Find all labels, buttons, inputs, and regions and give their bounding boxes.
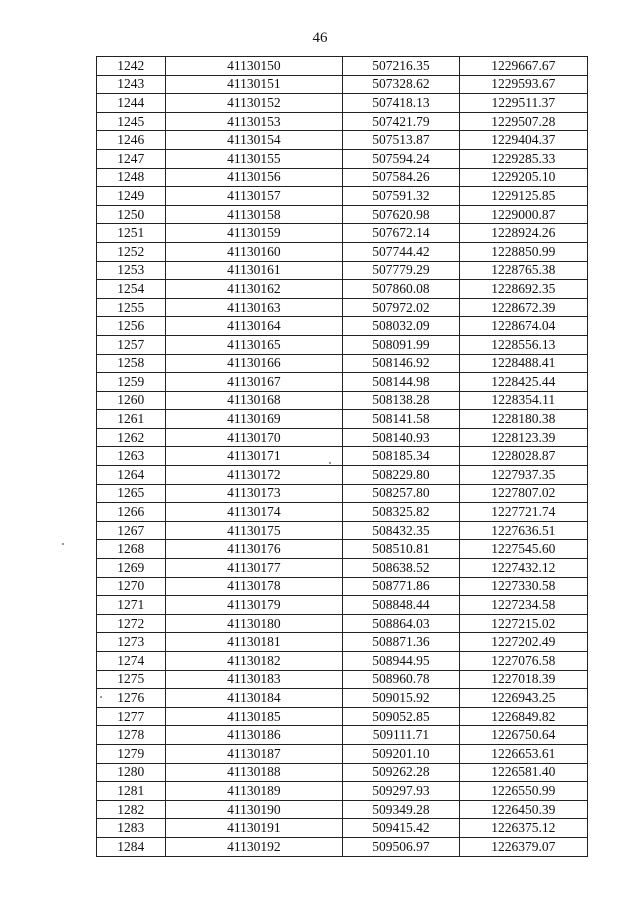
point-number-cell: 1249 <box>97 187 166 206</box>
table-row <box>97 57 588 76</box>
point-number-cell: 1242 <box>97 57 166 76</box>
x-coordinate-cell: 507421.79 <box>343 112 459 131</box>
y-coordinate-cell: 1226375.12 <box>459 819 587 838</box>
x-coordinate-cell: 507594.24 <box>343 149 459 168</box>
y-coordinate-cell: 1228556.13 <box>459 335 587 354</box>
y-coordinate-cell: 1226849.82 <box>459 707 587 726</box>
table-row <box>97 149 588 168</box>
point-id-cell: 41130153 <box>165 112 343 131</box>
x-coordinate-cell: 507513.87 <box>343 131 459 150</box>
point-id-cell: 41130183 <box>165 670 343 689</box>
point-number-cell: 1264 <box>97 466 166 485</box>
point-number-cell: 1247 <box>97 149 166 168</box>
table-row <box>97 428 588 447</box>
point-number-cell: 1274 <box>97 652 166 671</box>
x-coordinate-cell: 508944.95 <box>343 652 459 671</box>
table-row <box>97 391 588 410</box>
point-id-cell: 41130182 <box>165 652 343 671</box>
point-id-cell: 41130150 <box>165 57 343 76</box>
table-row <box>97 187 588 206</box>
point-id-cell: 41130191 <box>165 819 343 838</box>
x-coordinate-cell: 507216.35 <box>343 57 459 76</box>
point-number-cell: 1268 <box>97 540 166 559</box>
scan-speck <box>329 462 331 464</box>
y-coordinate-cell: 1228765.38 <box>459 261 587 280</box>
coordinates-table <box>96 56 588 857</box>
point-id-cell: 41130171 <box>165 447 343 466</box>
y-coordinate-cell: 1227937.35 <box>459 466 587 485</box>
y-coordinate-cell: 1227018.39 <box>459 670 587 689</box>
table-row <box>97 410 588 429</box>
point-number-cell: 1265 <box>97 484 166 503</box>
point-id-cell: 41130170 <box>165 428 343 447</box>
x-coordinate-cell: 508257.80 <box>343 484 459 503</box>
point-number-cell: 1278 <box>97 726 166 745</box>
point-number-cell: 1281 <box>97 782 166 801</box>
y-coordinate-cell: 1228354.11 <box>459 391 587 410</box>
point-number-cell: 1284 <box>97 837 166 856</box>
y-coordinate-cell: 1226653.61 <box>459 744 587 763</box>
table-row <box>97 168 588 187</box>
point-id-cell: 41130156 <box>165 168 343 187</box>
point-id-cell: 41130164 <box>165 317 343 336</box>
y-coordinate-cell: 1229125.85 <box>459 187 587 206</box>
table-row <box>97 484 588 503</box>
scan-speck <box>100 696 102 698</box>
table-row <box>97 596 588 615</box>
point-id-cell: 41130165 <box>165 335 343 354</box>
x-coordinate-cell: 509201.10 <box>343 744 459 763</box>
table-row <box>97 205 588 224</box>
x-coordinate-cell: 507860.08 <box>343 280 459 299</box>
table-row <box>97 447 588 466</box>
point-number-cell: 1248 <box>97 168 166 187</box>
x-coordinate-cell: 508144.98 <box>343 373 459 392</box>
point-id-cell: 41130178 <box>165 577 343 596</box>
x-coordinate-cell: 508771.86 <box>343 577 459 596</box>
y-coordinate-cell: 1227202.49 <box>459 633 587 652</box>
y-coordinate-cell: 1226450.39 <box>459 800 587 819</box>
x-coordinate-cell: 509415.42 <box>343 819 459 838</box>
y-coordinate-cell: 1228692.35 <box>459 280 587 299</box>
y-coordinate-cell: 1227076.58 <box>459 652 587 671</box>
y-coordinate-cell: 1227234.58 <box>459 596 587 615</box>
point-id-cell: 41130155 <box>165 149 343 168</box>
point-id-cell: 41130188 <box>165 763 343 782</box>
x-coordinate-cell: 507591.32 <box>343 187 459 206</box>
point-id-cell: 41130179 <box>165 596 343 615</box>
table-row <box>97 652 588 671</box>
table-row <box>97 726 588 745</box>
x-coordinate-cell: 507744.42 <box>343 242 459 261</box>
point-number-cell: 1270 <box>97 577 166 596</box>
x-coordinate-cell: 508032.09 <box>343 317 459 336</box>
point-id-cell: 41130186 <box>165 726 343 745</box>
y-coordinate-cell: 1226750.64 <box>459 726 587 745</box>
point-number-cell: 1255 <box>97 298 166 317</box>
point-id-cell: 41130177 <box>165 559 343 578</box>
x-coordinate-cell: 509349.28 <box>343 800 459 819</box>
point-id-cell: 41130162 <box>165 280 343 299</box>
y-coordinate-cell: 1229593.67 <box>459 75 587 94</box>
table-row <box>97 335 588 354</box>
point-id-cell: 41130167 <box>165 373 343 392</box>
point-number-cell: 1243 <box>97 75 166 94</box>
point-number-cell: 1271 <box>97 596 166 615</box>
point-id-cell: 41130160 <box>165 242 343 261</box>
point-number-cell: 1273 <box>97 633 166 652</box>
y-coordinate-cell: 1227807.02 <box>459 484 587 503</box>
y-coordinate-cell: 1228924.26 <box>459 224 587 243</box>
page-number: 46 <box>312 30 328 46</box>
table-row <box>97 614 588 633</box>
table-row <box>97 689 588 708</box>
point-id-cell: 41130184 <box>165 689 343 708</box>
point-number-cell: 1282 <box>97 800 166 819</box>
point-number-cell: 1263 <box>97 447 166 466</box>
table-row <box>97 670 588 689</box>
point-number-cell: 1258 <box>97 354 166 373</box>
point-id-cell: 41130187 <box>165 744 343 763</box>
x-coordinate-cell: 509506.97 <box>343 837 459 856</box>
y-coordinate-cell: 1229285.33 <box>459 149 587 168</box>
table-row <box>97 131 588 150</box>
point-id-cell: 41130175 <box>165 521 343 540</box>
point-number-cell: 1272 <box>97 614 166 633</box>
point-id-cell: 41130159 <box>165 224 343 243</box>
table-row <box>97 707 588 726</box>
x-coordinate-cell: 508432.35 <box>343 521 459 540</box>
table-row <box>97 521 588 540</box>
table-row <box>97 373 588 392</box>
y-coordinate-cell: 1226550.99 <box>459 782 587 801</box>
point-id-cell: 41130173 <box>165 484 343 503</box>
x-coordinate-cell: 507779.29 <box>343 261 459 280</box>
x-coordinate-cell: 508848.44 <box>343 596 459 615</box>
point-number-cell: 1261 <box>97 410 166 429</box>
x-coordinate-cell: 507328.62 <box>343 75 459 94</box>
point-number-cell: 1246 <box>97 131 166 150</box>
y-coordinate-cell: 1229507.28 <box>459 112 587 131</box>
x-coordinate-cell: 508138.28 <box>343 391 459 410</box>
y-coordinate-cell: 1228488.41 <box>459 354 587 373</box>
x-coordinate-cell: 508871.36 <box>343 633 459 652</box>
table-row <box>97 503 588 522</box>
table-row <box>97 466 588 485</box>
scan-speck <box>62 543 64 545</box>
point-number-cell: 1244 <box>97 94 166 113</box>
x-coordinate-cell: 508229.80 <box>343 466 459 485</box>
point-id-cell: 41130168 <box>165 391 343 410</box>
point-id-cell: 41130151 <box>165 75 343 94</box>
point-number-cell: 1280 <box>97 763 166 782</box>
point-id-cell: 41130185 <box>165 707 343 726</box>
point-number-cell: 1256 <box>97 317 166 336</box>
point-number-cell: 1267 <box>97 521 166 540</box>
y-coordinate-cell: 1228180.38 <box>459 410 587 429</box>
table-row <box>97 75 588 94</box>
table-row <box>97 280 588 299</box>
point-id-cell: 41130189 <box>165 782 343 801</box>
point-number-cell: 1254 <box>97 280 166 299</box>
point-id-cell: 41130157 <box>165 187 343 206</box>
point-id-cell: 41130192 <box>165 837 343 856</box>
point-id-cell: 41130176 <box>165 540 343 559</box>
y-coordinate-cell: 1229511.37 <box>459 94 587 113</box>
point-id-cell: 41130163 <box>165 298 343 317</box>
y-coordinate-cell: 1229667.67 <box>459 57 587 76</box>
point-number-cell: 1269 <box>97 559 166 578</box>
table-row <box>97 819 588 838</box>
table-body <box>97 57 588 857</box>
point-number-cell: 1260 <box>97 391 166 410</box>
x-coordinate-cell: 508185.34 <box>343 447 459 466</box>
point-number-cell: 1250 <box>97 205 166 224</box>
y-coordinate-cell: 1227545.60 <box>459 540 587 559</box>
table-row <box>97 559 588 578</box>
table-row <box>97 224 588 243</box>
y-coordinate-cell: 1226581.40 <box>459 763 587 782</box>
x-coordinate-cell: 508638.52 <box>343 559 459 578</box>
point-number-cell: 1259 <box>97 373 166 392</box>
point-id-cell: 41130172 <box>165 466 343 485</box>
x-coordinate-cell: 508146.92 <box>343 354 459 373</box>
x-coordinate-cell: 509015.92 <box>343 689 459 708</box>
y-coordinate-cell: 1229000.87 <box>459 205 587 224</box>
point-number-cell: 1262 <box>97 428 166 447</box>
point-id-cell: 41130174 <box>165 503 343 522</box>
point-id-cell: 41130154 <box>165 131 343 150</box>
point-number-cell: 1245 <box>97 112 166 131</box>
point-id-cell: 41130181 <box>165 633 343 652</box>
y-coordinate-cell: 1226379.07 <box>459 837 587 856</box>
table-row <box>97 298 588 317</box>
table-row <box>97 633 588 652</box>
x-coordinate-cell: 509052.85 <box>343 707 459 726</box>
y-coordinate-cell: 1227215.02 <box>459 614 587 633</box>
point-number-cell: 1277 <box>97 707 166 726</box>
x-coordinate-cell: 508510.81 <box>343 540 459 559</box>
x-coordinate-cell: 509262.28 <box>343 763 459 782</box>
table-row <box>97 112 588 131</box>
point-number-cell: 1257 <box>97 335 166 354</box>
table-row <box>97 744 588 763</box>
point-id-cell: 41130166 <box>165 354 343 373</box>
y-coordinate-cell: 1229205.10 <box>459 168 587 187</box>
table-row <box>97 800 588 819</box>
y-coordinate-cell: 1228425.44 <box>459 373 587 392</box>
point-id-cell: 41130158 <box>165 205 343 224</box>
point-number-cell: 1279 <box>97 744 166 763</box>
table-row <box>97 354 588 373</box>
x-coordinate-cell: 507620.98 <box>343 205 459 224</box>
table-row <box>97 763 588 782</box>
x-coordinate-cell: 508091.99 <box>343 335 459 354</box>
point-number-cell: 1283 <box>97 819 166 838</box>
x-coordinate-cell: 507584.26 <box>343 168 459 187</box>
x-coordinate-cell: 507672.14 <box>343 224 459 243</box>
point-number-cell: 1253 <box>97 261 166 280</box>
y-coordinate-cell: 1228674.04 <box>459 317 587 336</box>
y-coordinate-cell: 1228672.39 <box>459 298 587 317</box>
table-row <box>97 540 588 559</box>
table-row <box>97 261 588 280</box>
x-coordinate-cell: 509111.71 <box>343 726 459 745</box>
y-coordinate-cell: 1227432.12 <box>459 559 587 578</box>
x-coordinate-cell: 508960.78 <box>343 670 459 689</box>
table-row <box>97 837 588 856</box>
point-id-cell: 41130161 <box>165 261 343 280</box>
point-id-cell: 41130180 <box>165 614 343 633</box>
y-coordinate-cell: 1226943.25 <box>459 689 587 708</box>
table-row <box>97 782 588 801</box>
x-coordinate-cell: 509297.93 <box>343 782 459 801</box>
point-number-cell: 1251 <box>97 224 166 243</box>
table-row <box>97 94 588 113</box>
x-coordinate-cell: 507418.13 <box>343 94 459 113</box>
table-row <box>97 242 588 261</box>
x-coordinate-cell: 508141.58 <box>343 410 459 429</box>
table-row <box>97 577 588 596</box>
table-row <box>97 317 588 336</box>
y-coordinate-cell: 1228123.39 <box>459 428 587 447</box>
x-coordinate-cell: 508864.03 <box>343 614 459 633</box>
point-number-cell: 1276 <box>97 689 166 708</box>
y-coordinate-cell: 1229404.37 <box>459 131 587 150</box>
point-id-cell: 41130190 <box>165 800 343 819</box>
y-coordinate-cell: 1227636.51 <box>459 521 587 540</box>
y-coordinate-cell: 1228850.99 <box>459 242 587 261</box>
point-number-cell: 1275 <box>97 670 166 689</box>
point-number-cell: 1252 <box>97 242 166 261</box>
y-coordinate-cell: 1227330.58 <box>459 577 587 596</box>
point-id-cell: 41130169 <box>165 410 343 429</box>
x-coordinate-cell: 507972.02 <box>343 298 459 317</box>
x-coordinate-cell: 508325.82 <box>343 503 459 522</box>
point-number-cell: 1266 <box>97 503 166 522</box>
y-coordinate-cell: 1228028.87 <box>459 447 587 466</box>
point-id-cell: 41130152 <box>165 94 343 113</box>
y-coordinate-cell: 1227721.74 <box>459 503 587 522</box>
x-coordinate-cell: 508140.93 <box>343 428 459 447</box>
